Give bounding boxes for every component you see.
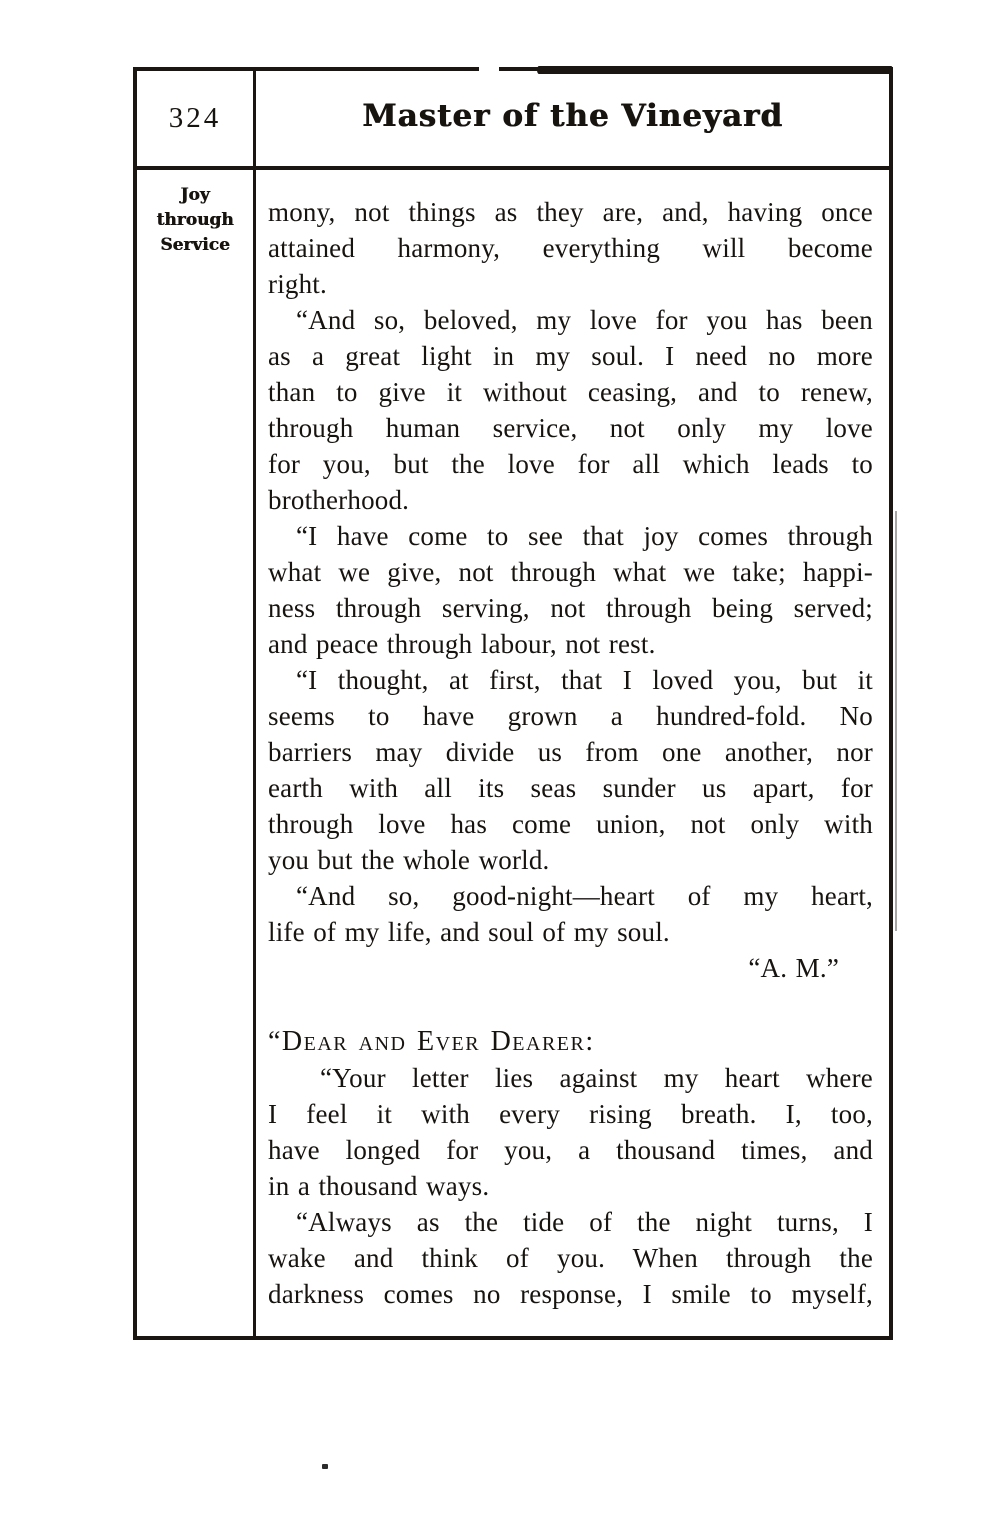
text-line: as a great light in my soul. I need no more	[268, 341, 873, 371]
text-line: “Always as the tide of the night turns, I	[296, 1207, 873, 1237]
text-line: through human service, not only my love	[268, 413, 873, 443]
page-border-frame	[133, 67, 893, 1340]
text-line: in a thousand ways.	[268, 1171, 490, 1201]
paragraph	[268, 1204, 873, 1312]
paragraph	[268, 662, 873, 878]
top-rule-artifact	[537, 66, 893, 74]
paragraph	[268, 878, 873, 950]
text-line: “I have come to see that joy comes through	[296, 521, 873, 551]
text-line: attained harmony, everything will become	[268, 233, 873, 263]
page-body	[137, 170, 889, 1336]
text-line: mony, not things as they are, and, having once	[268, 197, 873, 227]
margin-note-line: Service	[160, 235, 230, 255]
text-line: seems to have grown a hundred-fold. No	[268, 701, 873, 731]
scan-speck	[322, 1464, 328, 1469]
text-line: wake and think of you. When through the	[268, 1243, 873, 1273]
text-line: than to give it without ceasing, and to renew,	[268, 377, 873, 407]
paragraph	[268, 194, 873, 302]
letter-salutation	[268, 1024, 873, 1060]
page-number: 324	[137, 71, 256, 166]
running-title: Master of the Vineyard	[362, 97, 783, 134]
text-line: “Your letter lies against my heart where	[320, 1063, 873, 1093]
paragraph	[268, 302, 873, 518]
text-line: I feel it with every rising breath. I, too,	[268, 1099, 873, 1129]
text-line: right.	[268, 269, 327, 299]
top-rule-gap-artifact	[479, 67, 499, 71]
text-line: “And so, good-night—heart of my heart,	[296, 881, 873, 911]
text-line: what we give, not through what we take; happi-	[268, 557, 873, 587]
margin-note	[137, 183, 253, 258]
text-line: “I thought, at first, that I loved you, but it	[296, 665, 873, 695]
text-line: brotherhood.	[268, 485, 410, 515]
margin-note-line: through	[156, 210, 234, 230]
text-line: darkness comes no response, I smile to myself,	[268, 1279, 873, 1309]
paragraph	[268, 518, 873, 662]
text-line: ness through serving, not through being served;	[268, 593, 873, 623]
text-line: “A. M.”	[748, 953, 839, 983]
text-line: life of my life, and soul of my soul.	[268, 917, 670, 947]
text-line: “Dear and Ever Dearer:	[268, 1026, 595, 1057]
margin-note-line: Joy	[180, 185, 210, 205]
paragraph	[268, 1060, 873, 1204]
text-column	[256, 170, 889, 1336]
right-edge-scan-artifact	[895, 511, 897, 931]
text-line: barriers may divide us from one another, nor	[268, 737, 873, 767]
page-header	[137, 71, 889, 170]
text-line: you but the whole world.	[268, 845, 550, 875]
text-line: through love has come union, not only with	[268, 809, 873, 839]
text-line: earth with all its seas sunder us apart, for	[268, 773, 873, 803]
letter-signature	[268, 950, 873, 986]
margin-column	[137, 170, 256, 1336]
text-line: and peace through labour, not rest.	[268, 629, 656, 659]
text-line: “And so, beloved, my love for you has been	[296, 305, 873, 335]
text-line: for you, but the love for all which leads to	[268, 449, 873, 479]
text-line: have longed for you, a thousand times, and	[268, 1135, 873, 1165]
